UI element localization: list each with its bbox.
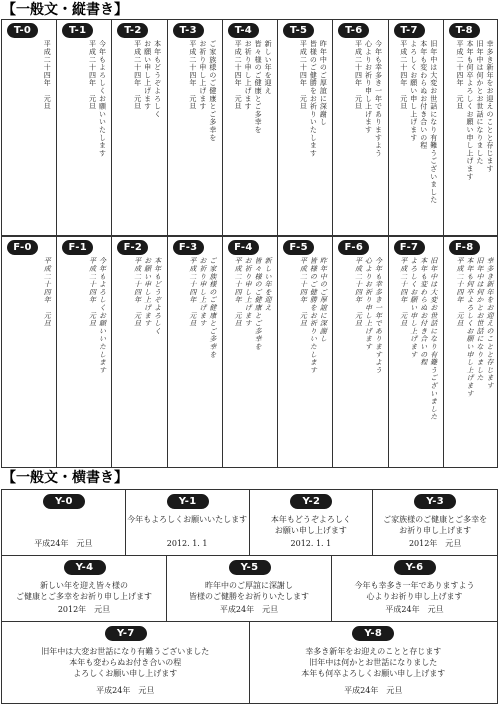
vertical-greeting-text: 幸多き新年をお迎えのことと存じます 旧年中は何かとお世話になりました 本年も何卒よろしくお願い申し上げます 平成二十四年 元旦 — [455, 257, 494, 398]
card-label-badge: T-0 — [7, 23, 38, 38]
vertical-card-f-2 — [112, 237, 167, 467]
horizontal-greeting-text: 新しい年を迎え皆々様の ご健康とご多幸をお祈り申し上げます — [16, 581, 152, 601]
card-label-badge: F-8 — [449, 240, 480, 255]
horizontal-row-3 — [2, 622, 497, 703]
vertical-greeting-text: 今年も幸多き一年でありますよう 心よりお祈り申し上げます 平成二十四年 元旦 — [354, 40, 383, 157]
card-label-badge: Y-2 — [290, 494, 332, 509]
vertical-greeting-text: ご家族様のご健康とご多幸を お祈り申し上げます 平成二十四年 元旦 — [188, 40, 217, 142]
vertical-card-t-7 — [389, 20, 444, 235]
vertical-row-t — [1, 19, 498, 236]
vertical-section-title: 【一般文・縦書き】 — [2, 2, 128, 18]
card-label-badge: Y-1 — [167, 494, 209, 509]
vertical-row-f — [1, 236, 498, 468]
vertical-greeting-text: 今年もよろしくお願いいたします 平成二十四年 元旦 — [88, 257, 107, 374]
horizontal-greeting-text: 幸多き新年をお迎えのことと存じます 旧年中は何かとお世話になりました 本年も何卒よろしくお願い申し上げます — [301, 647, 446, 678]
vertical-card-t-6 — [333, 20, 388, 235]
card-label-badge: Y-5 — [229, 560, 271, 575]
horizontal-card-y-6 — [332, 556, 497, 621]
vertical-greeting-text: 平成二十四年 元旦 — [43, 40, 52, 111]
horizontal-greeting-text: 本年もどうぞよろしく お願い申し上げます — [270, 515, 351, 535]
horizontal-card-y-0 — [2, 490, 126, 555]
vertical-card-t-3 — [168, 20, 223, 235]
vertical-greeting-text: 本年もどうぞよろしく お願い申し上げます 平成二十四年 元旦 — [133, 257, 162, 335]
horizontal-row-1 — [2, 490, 497, 556]
card-label-badge: T-7 — [394, 23, 425, 38]
card-label-badge: Y-3 — [414, 494, 456, 509]
greeting-date: 平成24年 元旦 — [344, 686, 403, 695]
vertical-greeting-text: 昨年中のご厚誼に深謝し 皆様のご健勝をお祈りいたします 平成二十四年 元旦 — [299, 40, 328, 157]
greeting-date: 2012. 1. 1 — [290, 539, 332, 548]
vertical-greeting-text: 今年も幸多き一年でありますよう 心よりお祈り申し上げます 平成二十四年 元旦 — [354, 257, 383, 374]
vertical-card-f-7 — [389, 237, 444, 467]
horizontal-section-title: 【一般文・横書き】 — [2, 470, 128, 486]
card-label-badge: F-1 — [62, 240, 93, 255]
horizontal-card-y-5 — [167, 556, 332, 621]
vertical-greeting-text: 本年もどうぞよろしく お願い申し上げます 平成二十四年 元旦 — [133, 40, 162, 118]
vertical-greeting-text: 幸多き新年をお迎えのことと存じます 旧年中は何かとお世話になりました 本年も何卒よろしくお願い申し上げます 平成二十四年 元旦 — [455, 40, 494, 181]
horizontal-card-y-8 — [250, 622, 498, 703]
vertical-greeting-text: 昨年中のご厚誼に深謝し 皆様のご健勝をお祈りいたします 平成二十四年 元旦 — [299, 257, 328, 374]
card-label-badge: Y-8 — [352, 626, 394, 641]
horizontal-greeting-text: 今年も幸多き一年でありますよう 心よりお祈り申し上げます — [354, 581, 475, 601]
vertical-card-f-1 — [57, 237, 112, 467]
greeting-date: 2012年 元旦 — [408, 539, 462, 548]
card-label-badge: F-3 — [173, 240, 204, 255]
card-label-badge: Y-7 — [105, 626, 147, 641]
vertical-greeting-text: 平成二十四年 元旦 — [43, 257, 52, 328]
vertical-card-t-0 — [2, 20, 57, 235]
vertical-card-f-0 — [2, 237, 57, 467]
greeting-date: 平成24年 元旦 — [34, 539, 93, 548]
greeting-date: 平成24年 元旦 — [385, 605, 444, 614]
card-label-badge: Y-6 — [394, 560, 436, 575]
vertical-card-f-4 — [223, 237, 278, 467]
horizontal-card-y-3 — [373, 490, 497, 555]
horizontal-card-y-2 — [250, 490, 374, 555]
card-label-badge: T-1 — [62, 23, 93, 38]
vertical-greeting-text: 今年もよろしくお願いいたします 平成二十四年 元旦 — [88, 40, 107, 157]
card-label-badge: F-2 — [117, 240, 148, 255]
vertical-greeting-text: 新しい年を迎え 皆々様のご健康とご多幸を お祈り申し上げます 平成二十四年 元旦 — [234, 257, 273, 351]
horizontal-greeting-text: 今年もよろしくお願いいたします — [127, 515, 248, 524]
greeting-date: 平成24年 元旦 — [96, 686, 155, 695]
vertical-card-t-1 — [57, 20, 112, 235]
vertical-card-f-8 — [444, 237, 499, 467]
vertical-card-t-5 — [278, 20, 333, 235]
horizontal-card-y-4 — [2, 556, 167, 621]
card-label-badge: F-6 — [338, 240, 369, 255]
horizontal-greeting-text: 旧年中は大変お世話になり有難うございました 本年も変わらぬお付き合いの程 よろしくお願い申し上げます — [41, 647, 210, 678]
greeting-date: 平成24年 元旦 — [219, 605, 279, 614]
card-label-badge: F-4 — [228, 240, 259, 255]
vertical-card-t-8 — [444, 20, 499, 235]
card-label-badge: Y-0 — [43, 494, 85, 509]
card-label-badge: T-3 — [173, 23, 204, 38]
card-label-badge: T-4 — [228, 23, 259, 38]
vertical-greeting-text: 新しい年を迎え 皆々様のご健康とご多幸を お祈り申し上げます 平成二十四年 元旦 — [234, 40, 273, 134]
vertical-greeting-text: 旧年中は大変お世話になり有難うございました 本年も変わらぬお付き合いの程 よろしくお願い申し上げます 平成二十四年 元旦 — [399, 257, 438, 421]
horizontal-card-y-7 — [2, 622, 250, 703]
horizontal-card-y-1 — [126, 490, 250, 555]
card-label-badge: T-5 — [283, 23, 314, 38]
vertical-card-f-3 — [168, 237, 223, 467]
card-label-badge: T-2 — [117, 23, 148, 38]
card-label-badge: F-5 — [283, 240, 314, 255]
vertical-greeting-text: ご家族様のご健康とご多幸を お祈り申し上げます 平成二十四年 元旦 — [188, 257, 217, 359]
vertical-card-f-5 — [278, 237, 333, 467]
greeting-date: 2012年 元旦 — [57, 605, 111, 614]
card-label-badge: F-7 — [394, 240, 425, 255]
horizontal-greeting-text: ご家族様のご健康とご多幸を お祈り申し上げます — [383, 515, 488, 535]
horizontal-grid — [1, 489, 498, 704]
card-label-badge: T-6 — [338, 23, 369, 38]
card-label-badge: Y-4 — [64, 560, 106, 575]
card-label-badge: T-8 — [449, 23, 480, 38]
horizontal-greeting-text: 昨年中のご厚誼に深謝し 皆様のご健勝をお祈りいたします — [189, 581, 309, 601]
vertical-card-t-2 — [112, 20, 167, 235]
vertical-card-f-6 — [333, 237, 388, 467]
card-label-badge: F-0 — [7, 240, 38, 255]
vertical-greeting-text: 旧年中は大変お世話になり有難うございました 本年も変わらぬお付き合いの程 よろしくお願い申し上げます 平成二十四年 元旦 — [399, 40, 438, 204]
greeting-date: 2012. 1. 1 — [166, 539, 208, 548]
vertical-card-t-4 — [223, 20, 278, 235]
horizontal-row-2 — [2, 556, 497, 622]
